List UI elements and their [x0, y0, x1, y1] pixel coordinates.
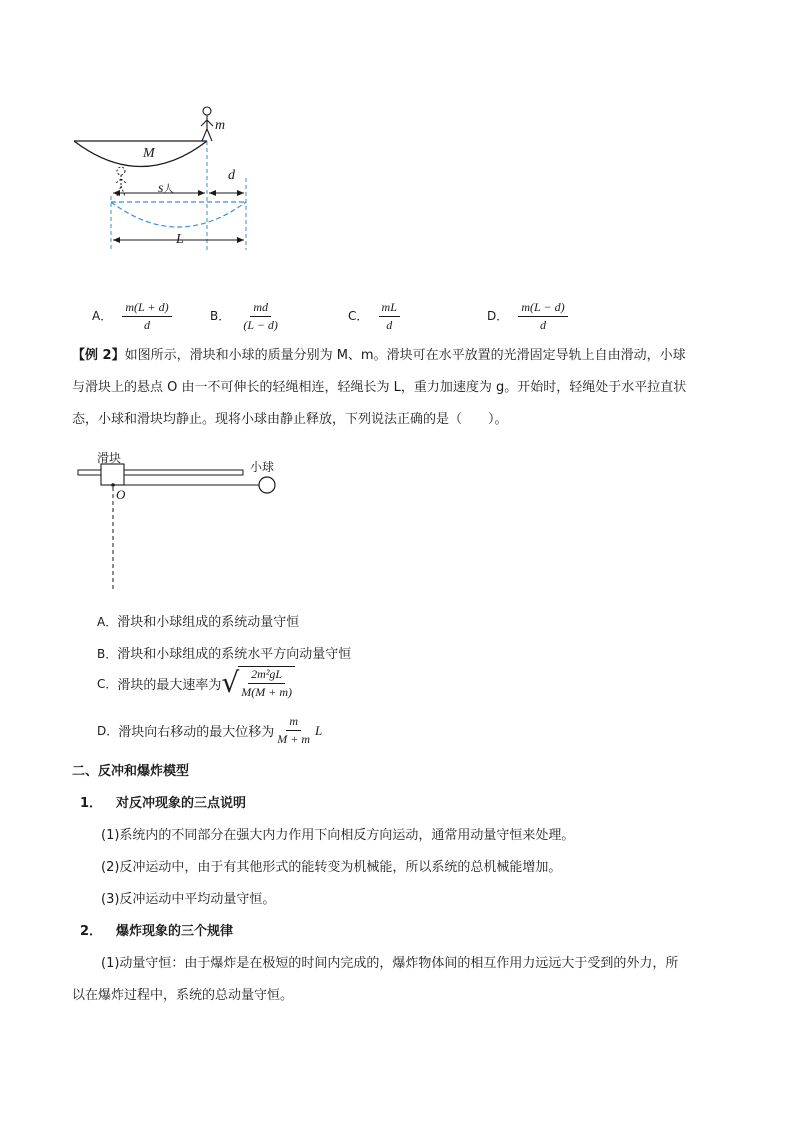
section2-sub1: 1． 对反冲现象的三点说明	[80, 796, 247, 811]
q1-option-d: D． $\frac{m(L - d)}{d}$	[487, 300, 568, 333]
q1-option-a-fraction: $\frac{m(L + d)}{d}$	[122, 300, 171, 333]
section2-sub2: 2． 爆炸现象的三个规律	[80, 924, 234, 939]
q1-option-a: A． $\frac{m(L + d)}{d}$	[92, 300, 172, 333]
label-slider: 滑块	[97, 451, 122, 465]
label-m: m	[215, 118, 226, 133]
example2-tag: 【例 2】	[72, 348, 125, 363]
label-L: L	[176, 232, 184, 247]
q2-option-b: B．滑块和小球组成的系统水平方向动量守恒	[97, 647, 352, 662]
ball	[259, 477, 275, 493]
slider-block	[101, 464, 124, 485]
section2-title: 二、反冲和爆炸模型	[72, 764, 190, 779]
q2-option-a: A．滑块和小球组成的系统动量守恒	[97, 615, 300, 630]
slider-ball-diagram	[70, 455, 285, 590]
label-s: s人	[158, 181, 174, 196]
pivot-point	[111, 483, 115, 487]
label-ball: 小球	[250, 460, 275, 474]
label-M: M	[143, 146, 155, 161]
sqrt-expression: √ $\frac{\text{2m²gL}}{M(M + m)}$	[221, 666, 295, 700]
section2-p4-line1: (1)动量守恒：由于爆炸是在极短的时间内完成的，爆炸物体间的相互作用力远远大于受到的外力，所	[101, 956, 679, 971]
q2-option-d-fraction: $\frac{m}{M + m}$	[277, 714, 311, 746]
q1-option-b-fraction: $\frac{md}{(L - d)}$	[243, 300, 278, 332]
example2-line3: 态，小球和滑块均静止。现将小球由静止释放，下列说法正确的是（ ）。	[72, 412, 508, 427]
example2-line1: 【例 2】如图所示，滑块和小球的质量分别为 M、m。滑块可在水平放置的光滑固定导轨上自由滑动，小球	[72, 348, 686, 363]
q1-option-d-fraction: $\frac{m(L - d)}{d}$	[518, 300, 567, 333]
q2-option-c: C． 滑块的最大速率为 √ $\frac{\text{2m²gL}}{M(M + m)}$	[97, 666, 295, 700]
section2-p3: (3)反冲运动中平均动量守恒。	[101, 892, 276, 907]
section2-p4-line2: 以在爆炸过程中，系统的总动量守恒。	[72, 988, 294, 1003]
label-O: O	[116, 487, 126, 502]
example2-line2: 与滑块上的悬点 O 由一不可伸长的轻绳相连，轻绳长为 L，重力加速度为 g。开始时，轻绳处于水平拉直状	[72, 380, 687, 395]
boat-dashed	[111, 202, 246, 227]
boat-hull	[74, 141, 207, 167]
q1-option-c-fraction: $\frac{mL}{d}$	[379, 300, 400, 333]
label-s-sub: 人	[163, 184, 174, 195]
label-d: d	[228, 168, 235, 183]
q1-option-b: B． $\frac{md}{(L - d)}$	[210, 300, 281, 333]
section2-p2: (2)反冲运动中，由于有其他形式的能转变为机械能，所以系统的总机械能增加。	[101, 860, 562, 875]
person-head	[203, 107, 211, 115]
section2-p1: (1)系统内的不同部分在强大内力作用下向相反方向运动，通常用动量守恒来处理。	[101, 828, 575, 843]
q2-option-d: D． 滑块向右移动的最大位移为 $\frac{m}{M + m}$ L	[97, 714, 323, 746]
q1-option-c: C． $\frac{mL}{d}$	[348, 300, 400, 333]
